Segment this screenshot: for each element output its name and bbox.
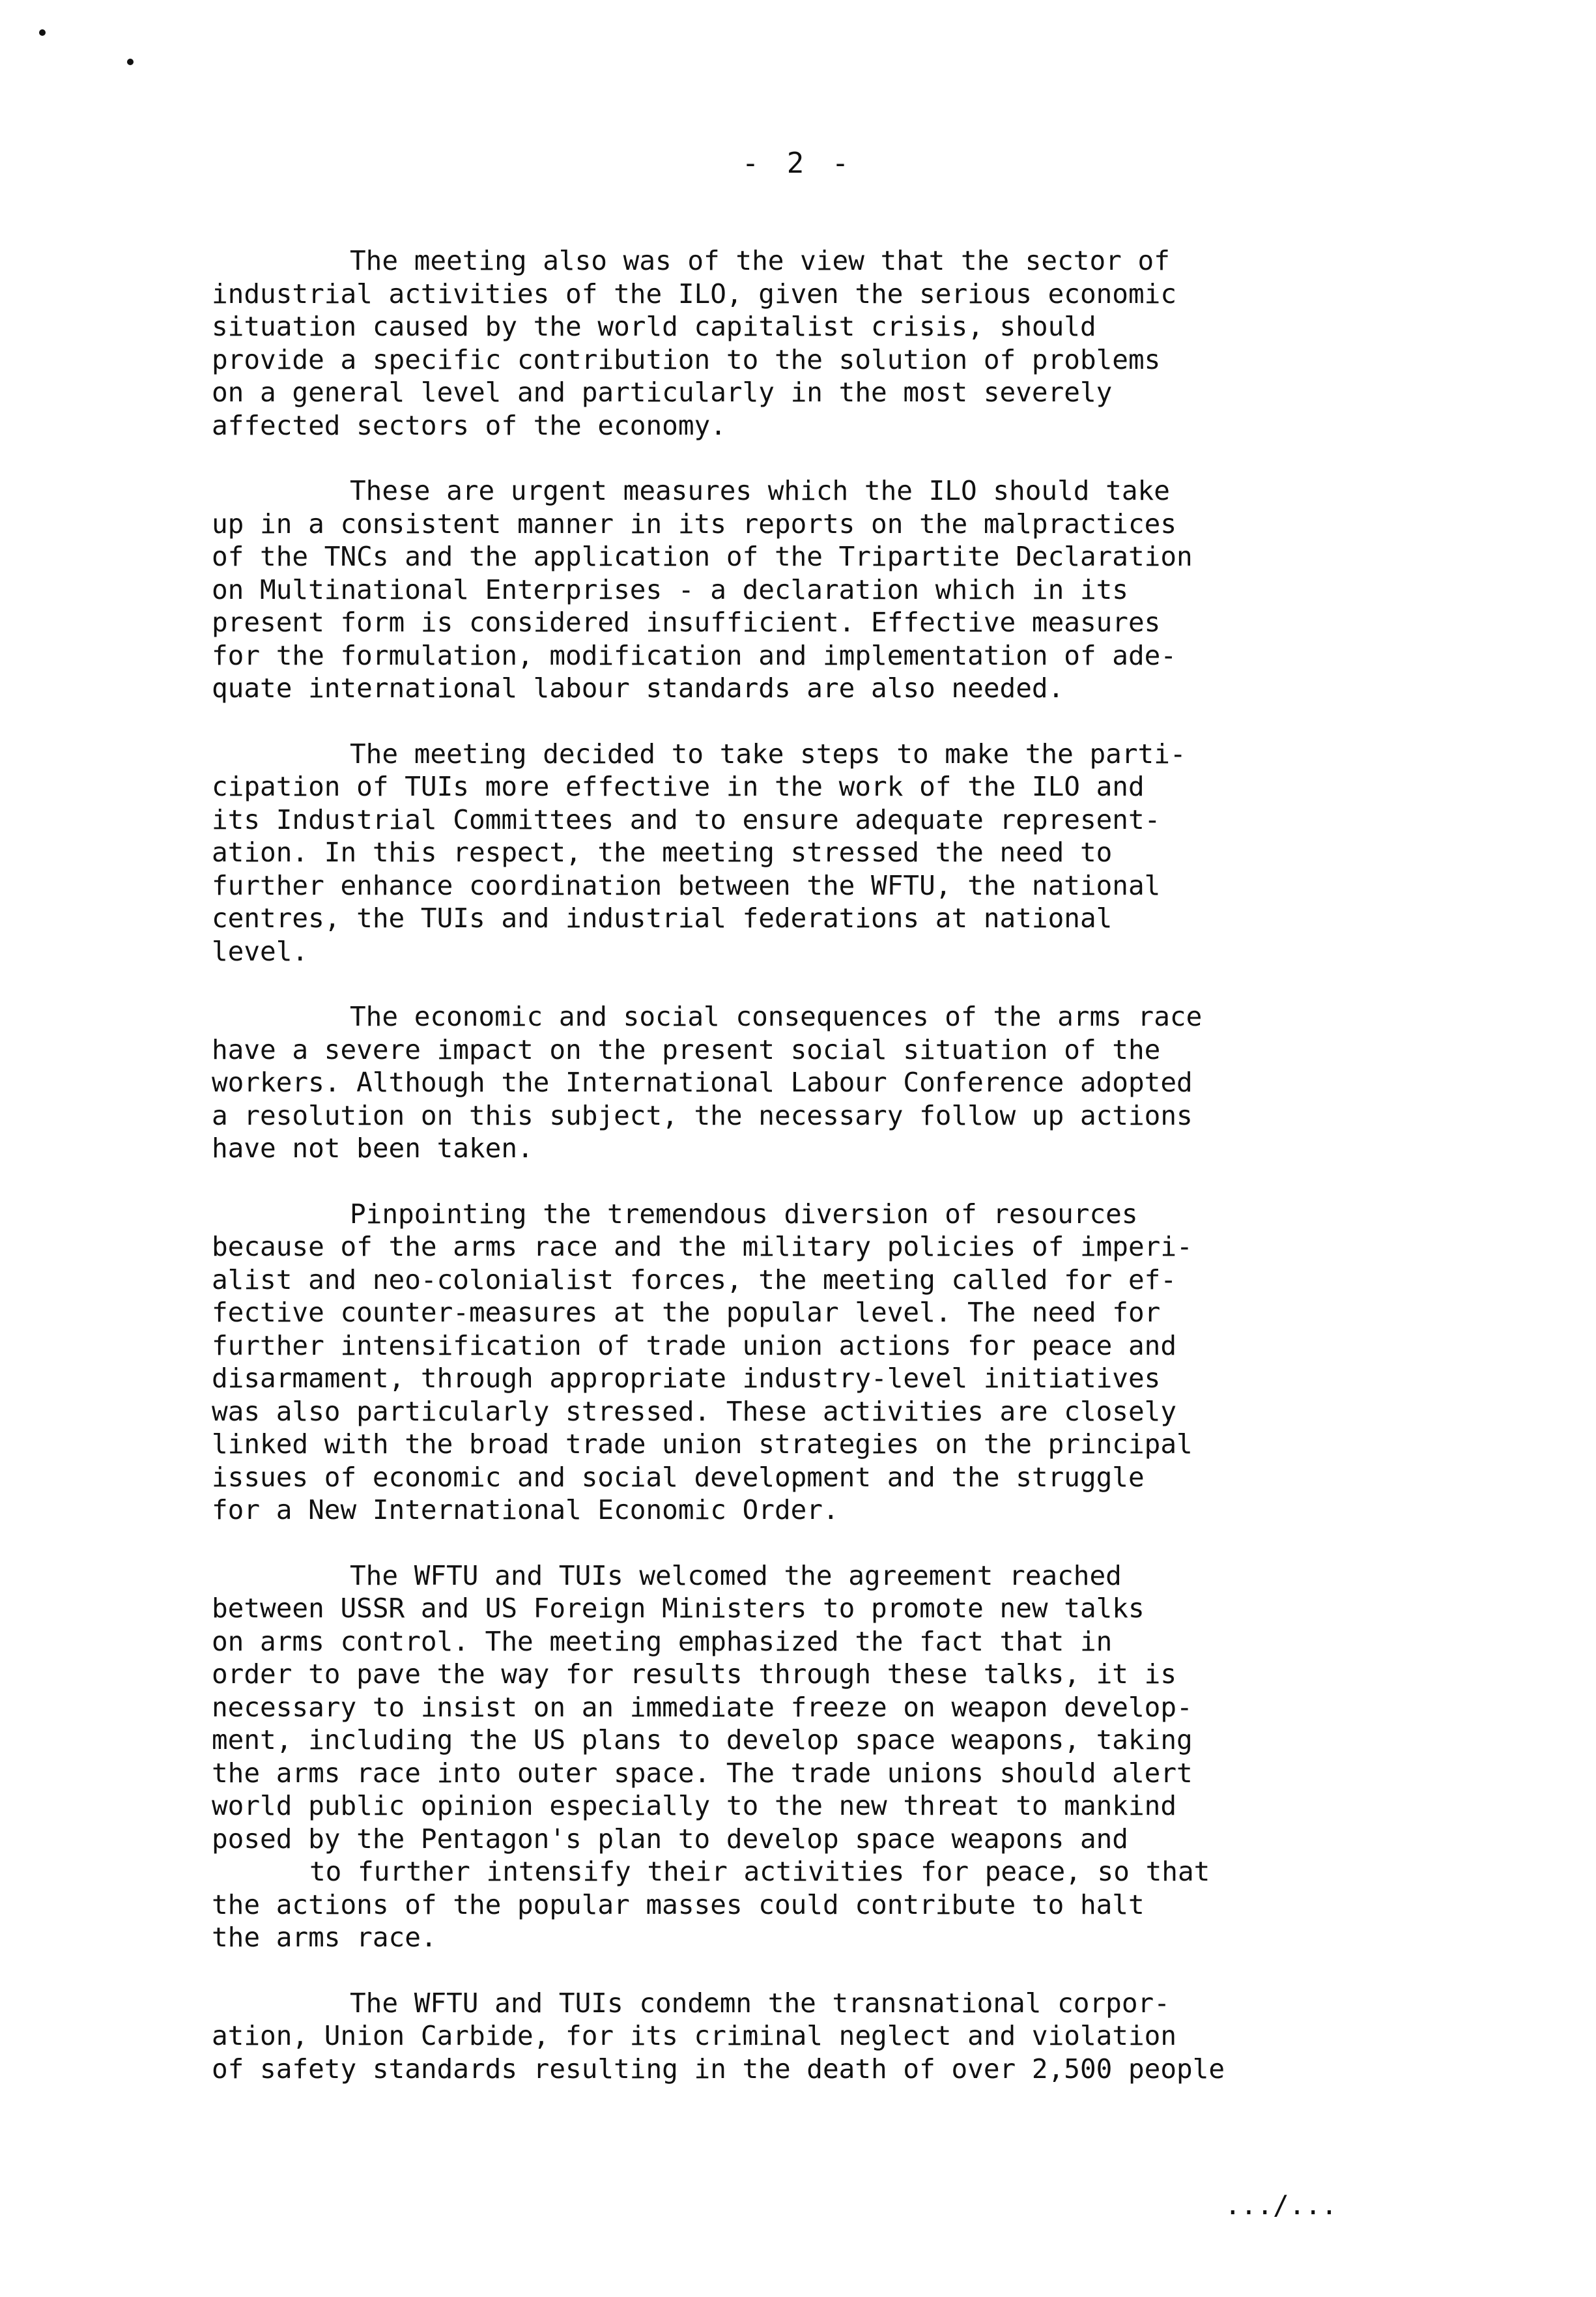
text-line: situation caused by the world capitalist crisis, should: [212, 311, 1096, 342]
text-line: on arms control. The meeting emphasized the fact that in: [212, 1625, 1113, 1657]
text-line: ation, Union Carbide, for its criminal neglect and violation: [212, 2020, 1177, 2051]
text-line: the arms race into outer space. The trade unions should alert: [212, 1757, 1193, 1789]
continuation-marker: .../...: [1225, 2189, 1337, 2221]
text-line: world public opinion especially to the new threat to mankind: [212, 1790, 1177, 1821]
page-number: - 2 -: [741, 147, 855, 180]
text-line: issues of economic and social development and the struggle: [212, 1461, 1145, 1493]
text-line: on Multinational Enterprises - a declaration which in its: [212, 573, 1128, 605]
text-line: cipation of TUIs more effective in the work of the ILO and: [212, 771, 1145, 802]
text-line: on a general level and particularly in the most severely: [212, 377, 1113, 408]
text-line: These are urgent measures which the ILO should take: [350, 475, 1170, 506]
text-line: The economic and social consequences of the arms race: [350, 1001, 1203, 1032]
text-line: further enhance coordination between the WFTU, the national: [212, 869, 1161, 901]
text-line: further intensification of trade union actions for peace and: [212, 1329, 1177, 1361]
text-line: workers. Although the International Labour Conference adopted: [212, 1067, 1193, 1098]
text-line: present form is considered insufficient. Effective measures: [212, 607, 1161, 638]
text-line: was also particularly stressed. These activities are closely: [212, 1395, 1177, 1427]
text-line: ment, including the US plans to develop space weapons, taking: [212, 1724, 1193, 1755]
text-line: centres, the TUIs and industrial federations at national: [212, 903, 1113, 934]
paragraph: [212, 1000, 1489, 1165]
document-body: [212, 244, 1489, 2118]
scan-speck-mark: [39, 29, 46, 36]
text-line: a resolution on this subject, the necessary follow up actions: [212, 1099, 1193, 1131]
text-line: fective counter-measures at the popular level. The need for: [212, 1297, 1161, 1328]
text-line: level.: [212, 935, 309, 967]
text-line: order to pave the way for results through these talks, it is: [212, 1658, 1177, 1690]
text-line: posed by the Pentagon's plan to develop space weapons and: [212, 1823, 1128, 1855]
text-line: ation. In this respect, the meeting stressed the need to: [212, 837, 1113, 868]
text-line: for a New International Economic Order.: [212, 1494, 839, 1525]
paragraph: [212, 474, 1489, 705]
text-line: of safety standards resulting in the death of over 2,500 people: [212, 2053, 1225, 2085]
text-line: The meeting decided to take steps to make the parti-: [350, 738, 1186, 770]
scan-speck-mark: [127, 59, 134, 65]
text-line: of the TNCs and the application of the Tripartite Declaration: [212, 541, 1193, 572]
paragraph: [212, 1198, 1489, 1527]
text-line: necessary to insist on an immediate freeze on weapon develop-: [212, 1691, 1193, 1723]
text-line: The WFTU and TUIs welcomed the agreement reached: [350, 1559, 1122, 1591]
paragraph: [212, 1559, 1489, 1954]
text-line: The meeting also was of the view that the sector of: [350, 245, 1170, 276]
text-line: industrial activities of the ILO, given the serious economic: [212, 278, 1177, 310]
text-line: have not been taken.: [212, 1133, 534, 1164]
text-line: alist and neo-colonialist forces, the meeting called for ef-: [212, 1264, 1177, 1295]
text-line: because of the arms race and the military policies of imperi-: [212, 1231, 1193, 1262]
paragraph: [212, 244, 1489, 442]
text-line: between USSR and US Foreign Ministers to promote new talks: [212, 1593, 1145, 1624]
text-line: disarmament, through appropriate industry-level initiatives: [212, 1363, 1161, 1394]
text-line: to further intensify their activities for peace, so that: [309, 1856, 1210, 1887]
paragraph: [212, 738, 1489, 968]
text-line: have a severe impact on the present social situation of the: [212, 1033, 1161, 1065]
text-line: The WFTU and TUIs condemn the transnational corpor-: [350, 1987, 1170, 2019]
text-line: the arms race.: [212, 1922, 437, 1953]
text-line: affected sectors of the economy.: [212, 409, 726, 441]
text-line: its Industrial Committees and to ensure adequate represent-: [212, 803, 1161, 835]
text-line: provide a specific contribution to the solution of problems: [212, 343, 1161, 375]
paragraph: [212, 1987, 1489, 2086]
text-line: quate international labour standards are also needed.: [212, 672, 1064, 704]
text-line: the actions of the popular masses could contribute to halt: [212, 1888, 1145, 1920]
text-line: for the formulation, modification and implementation of ade-: [212, 639, 1177, 671]
text-line: up in a consistent manner in its reports on the malpractices: [212, 508, 1177, 540]
text-line: linked with the broad trade union strategies on the principal: [212, 1428, 1193, 1460]
text-line: Pinpointing the tremendous diversion of resources: [350, 1198, 1138, 1230]
